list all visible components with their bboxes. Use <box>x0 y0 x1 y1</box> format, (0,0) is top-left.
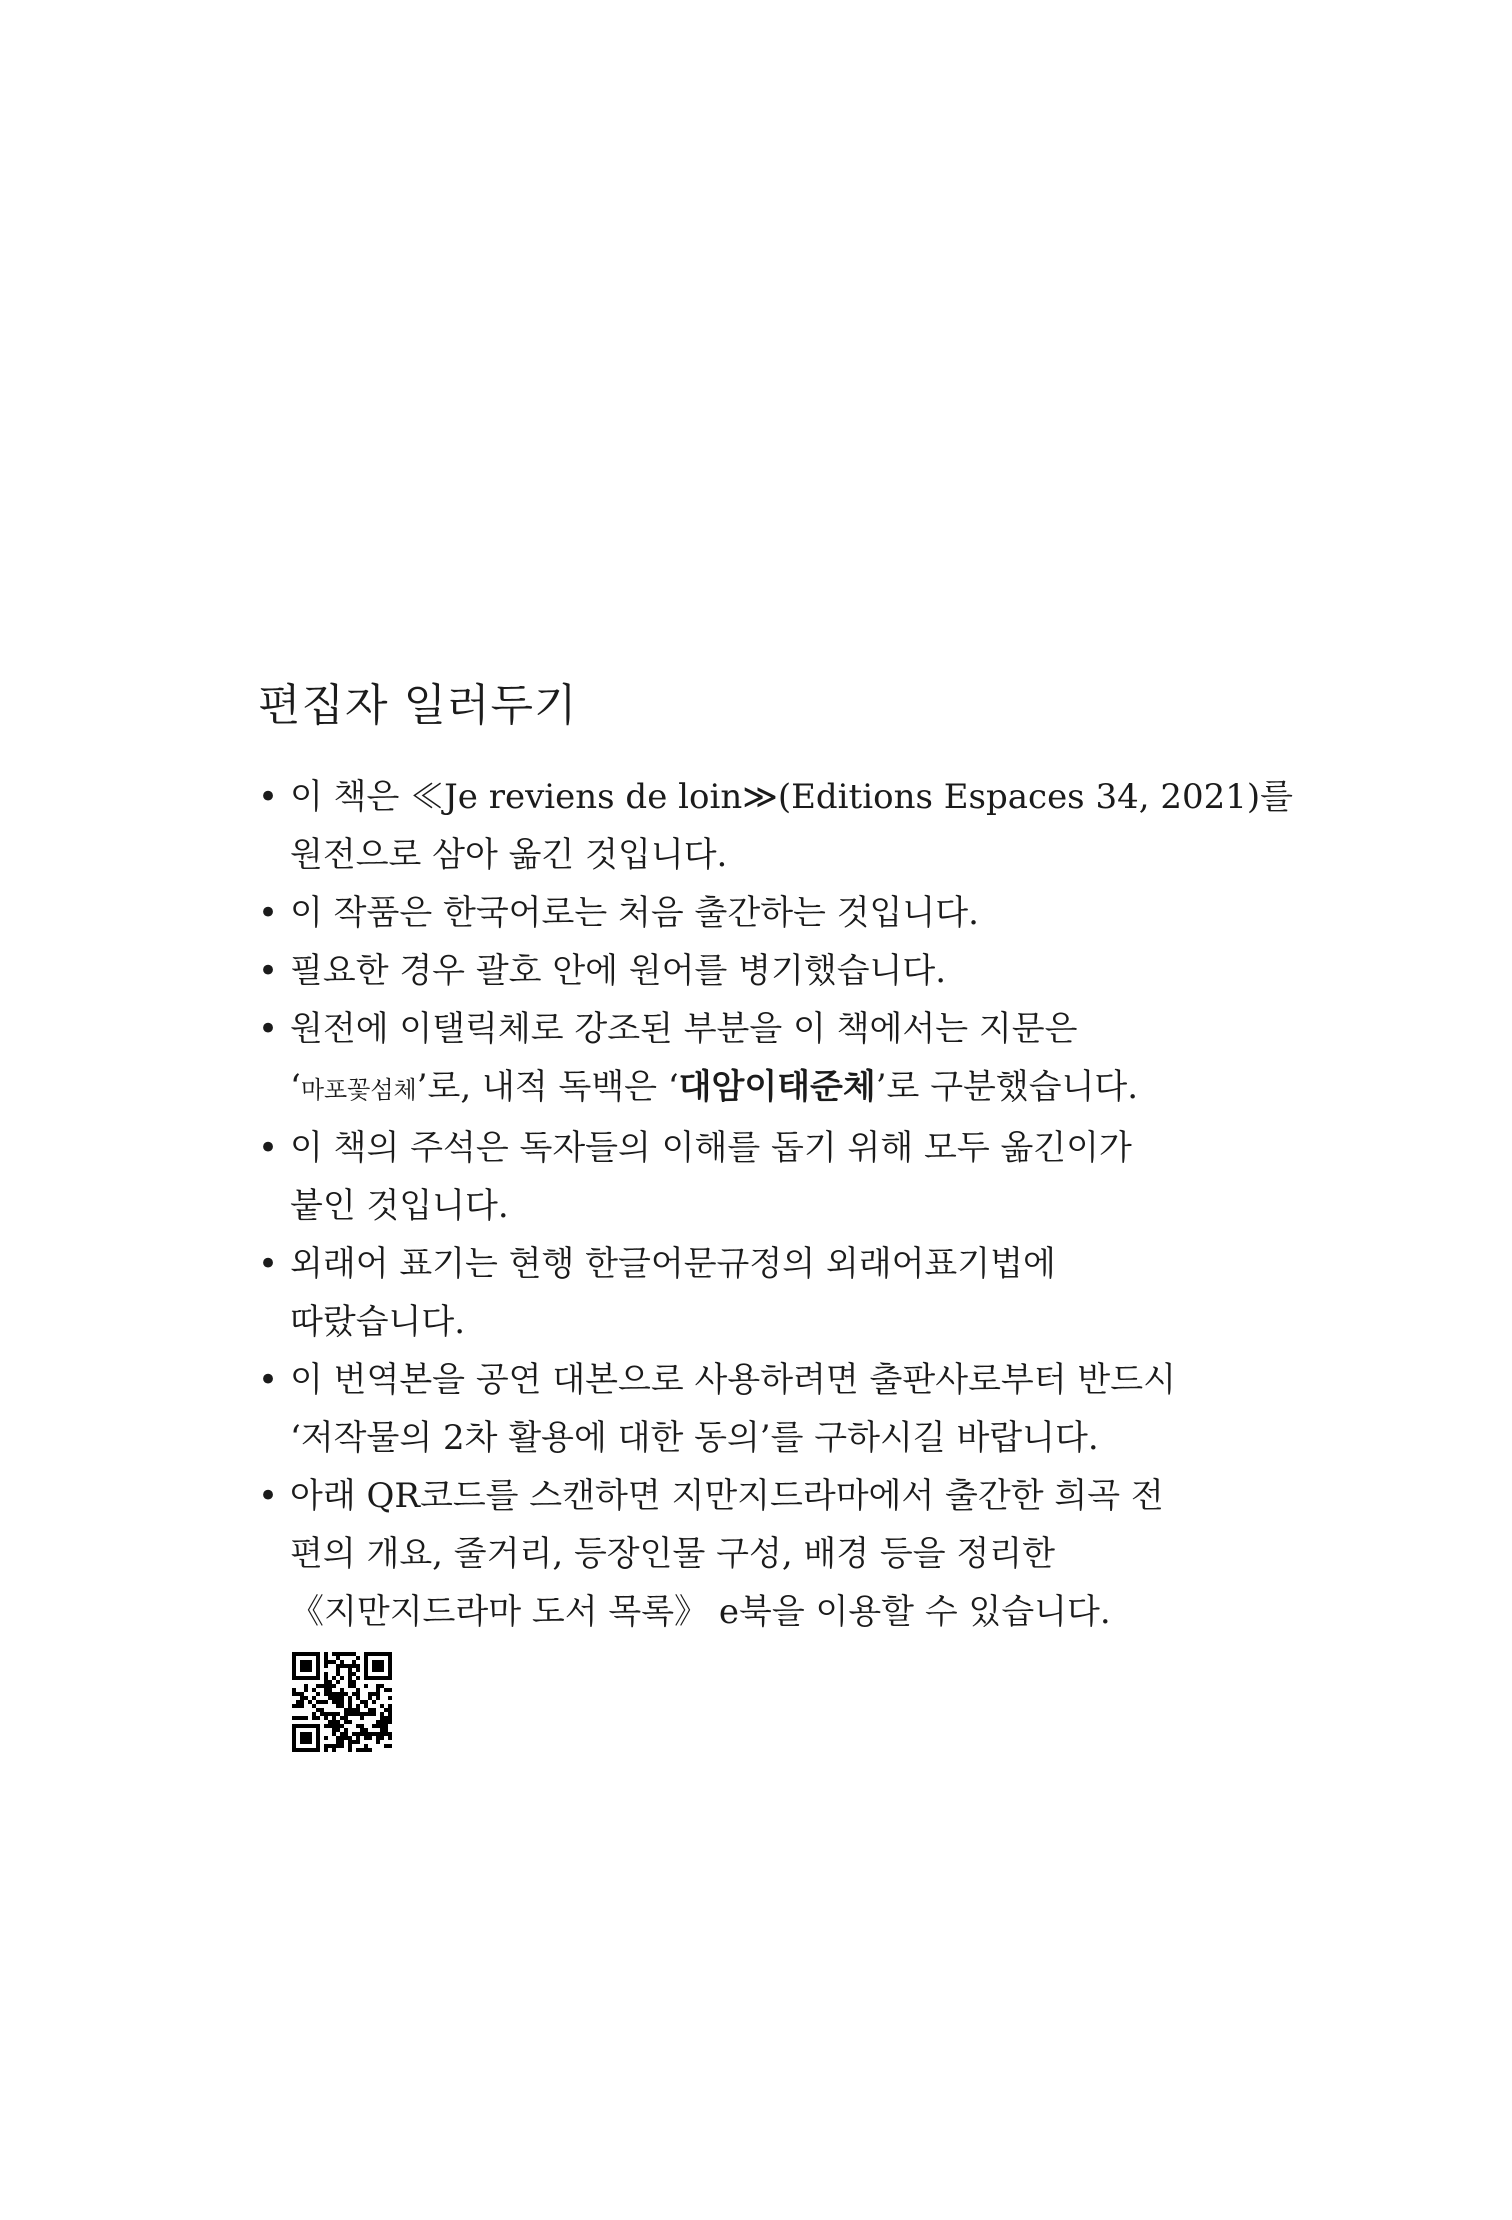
note-line: 원전에 이탤릭체로 강조된 부분을 이 책에서는 지문은 <box>290 1009 1078 1049</box>
note-item <box>258 1235 1258 1351</box>
bullet: • <box>258 777 279 817</box>
note-line: 편의 개요, 줄거리, 등장인물 구성, 배경 등을 정리한 <box>290 1534 1055 1574</box>
note-line: 필요한 경우 괄호 안에 원어를 병기했습니다. <box>290 951 947 991</box>
note-item <box>258 1000 1258 1119</box>
page-title: 편집자 일러두기 <box>258 680 578 731</box>
bullet: • <box>258 1128 279 1168</box>
note-line: 외래어 표기는 현행 한글어문규정의 외래어표기법에 <box>290 1244 1056 1284</box>
bullet: • <box>258 1476 279 1516</box>
note-line: 이 번역본을 공연 대본으로 사용하려면 출판사로부터 반드시 <box>290 1360 1176 1400</box>
bullet: • <box>258 1360 279 1400</box>
quote-mark: ‘ <box>290 1067 301 1107</box>
font-name-sample: 대암이태준체 <box>678 1067 876 1107</box>
note-text: ’로 구분했습니다. <box>875 1067 1139 1107</box>
note-item <box>258 1467 1258 1641</box>
notes-list <box>258 768 1293 1641</box>
bullet: • <box>258 951 279 991</box>
note-line: 이 책의 주석은 독자들의 이해를 돕기 위해 모두 옮긴이가 <box>290 1128 1132 1168</box>
note-line <box>290 1058 1258 1119</box>
note-line: 《지만지드라마 도서 목록》 e북을 이용할 수 있습니다. <box>290 1592 1111 1632</box>
bullet: • <box>258 1009 279 1049</box>
note-line: 이 책은 ≪Je reviens de loin≫(Editions Espaces 34, 2021)를 <box>290 777 1293 817</box>
font-name-sample: 마포꽃섬체 <box>300 1076 417 1104</box>
note-item <box>258 884 1258 942</box>
note-line: 원전으로 삼아 옮긴 것입니다. <box>290 835 728 875</box>
note-line: 이 작품은 한국어로는 처음 출간하는 것입니다. <box>290 893 979 933</box>
note-line: 붙인 것입니다. <box>290 1186 509 1226</box>
note-text: ’로, 내적 독백은 ‘ <box>416 1067 679 1107</box>
note-item <box>258 1119 1258 1235</box>
note-line: ‘저작물의 2차 활용에 대한 동의’를 구하시길 바랍니다. <box>290 1418 1099 1458</box>
note-line: 아래 QR코드를 스캔하면 지만지드라마에서 출간한 희곡 전 <box>290 1476 1164 1516</box>
bullet: • <box>258 893 279 933</box>
note-line: 따랐습니다. <box>290 1302 466 1342</box>
bullet: • <box>258 1244 279 1284</box>
note-item <box>258 1351 1258 1467</box>
qr-code-icon[interactable] <box>292 1652 392 1752</box>
note-item <box>258 942 1258 1000</box>
note-item <box>258 768 1293 884</box>
